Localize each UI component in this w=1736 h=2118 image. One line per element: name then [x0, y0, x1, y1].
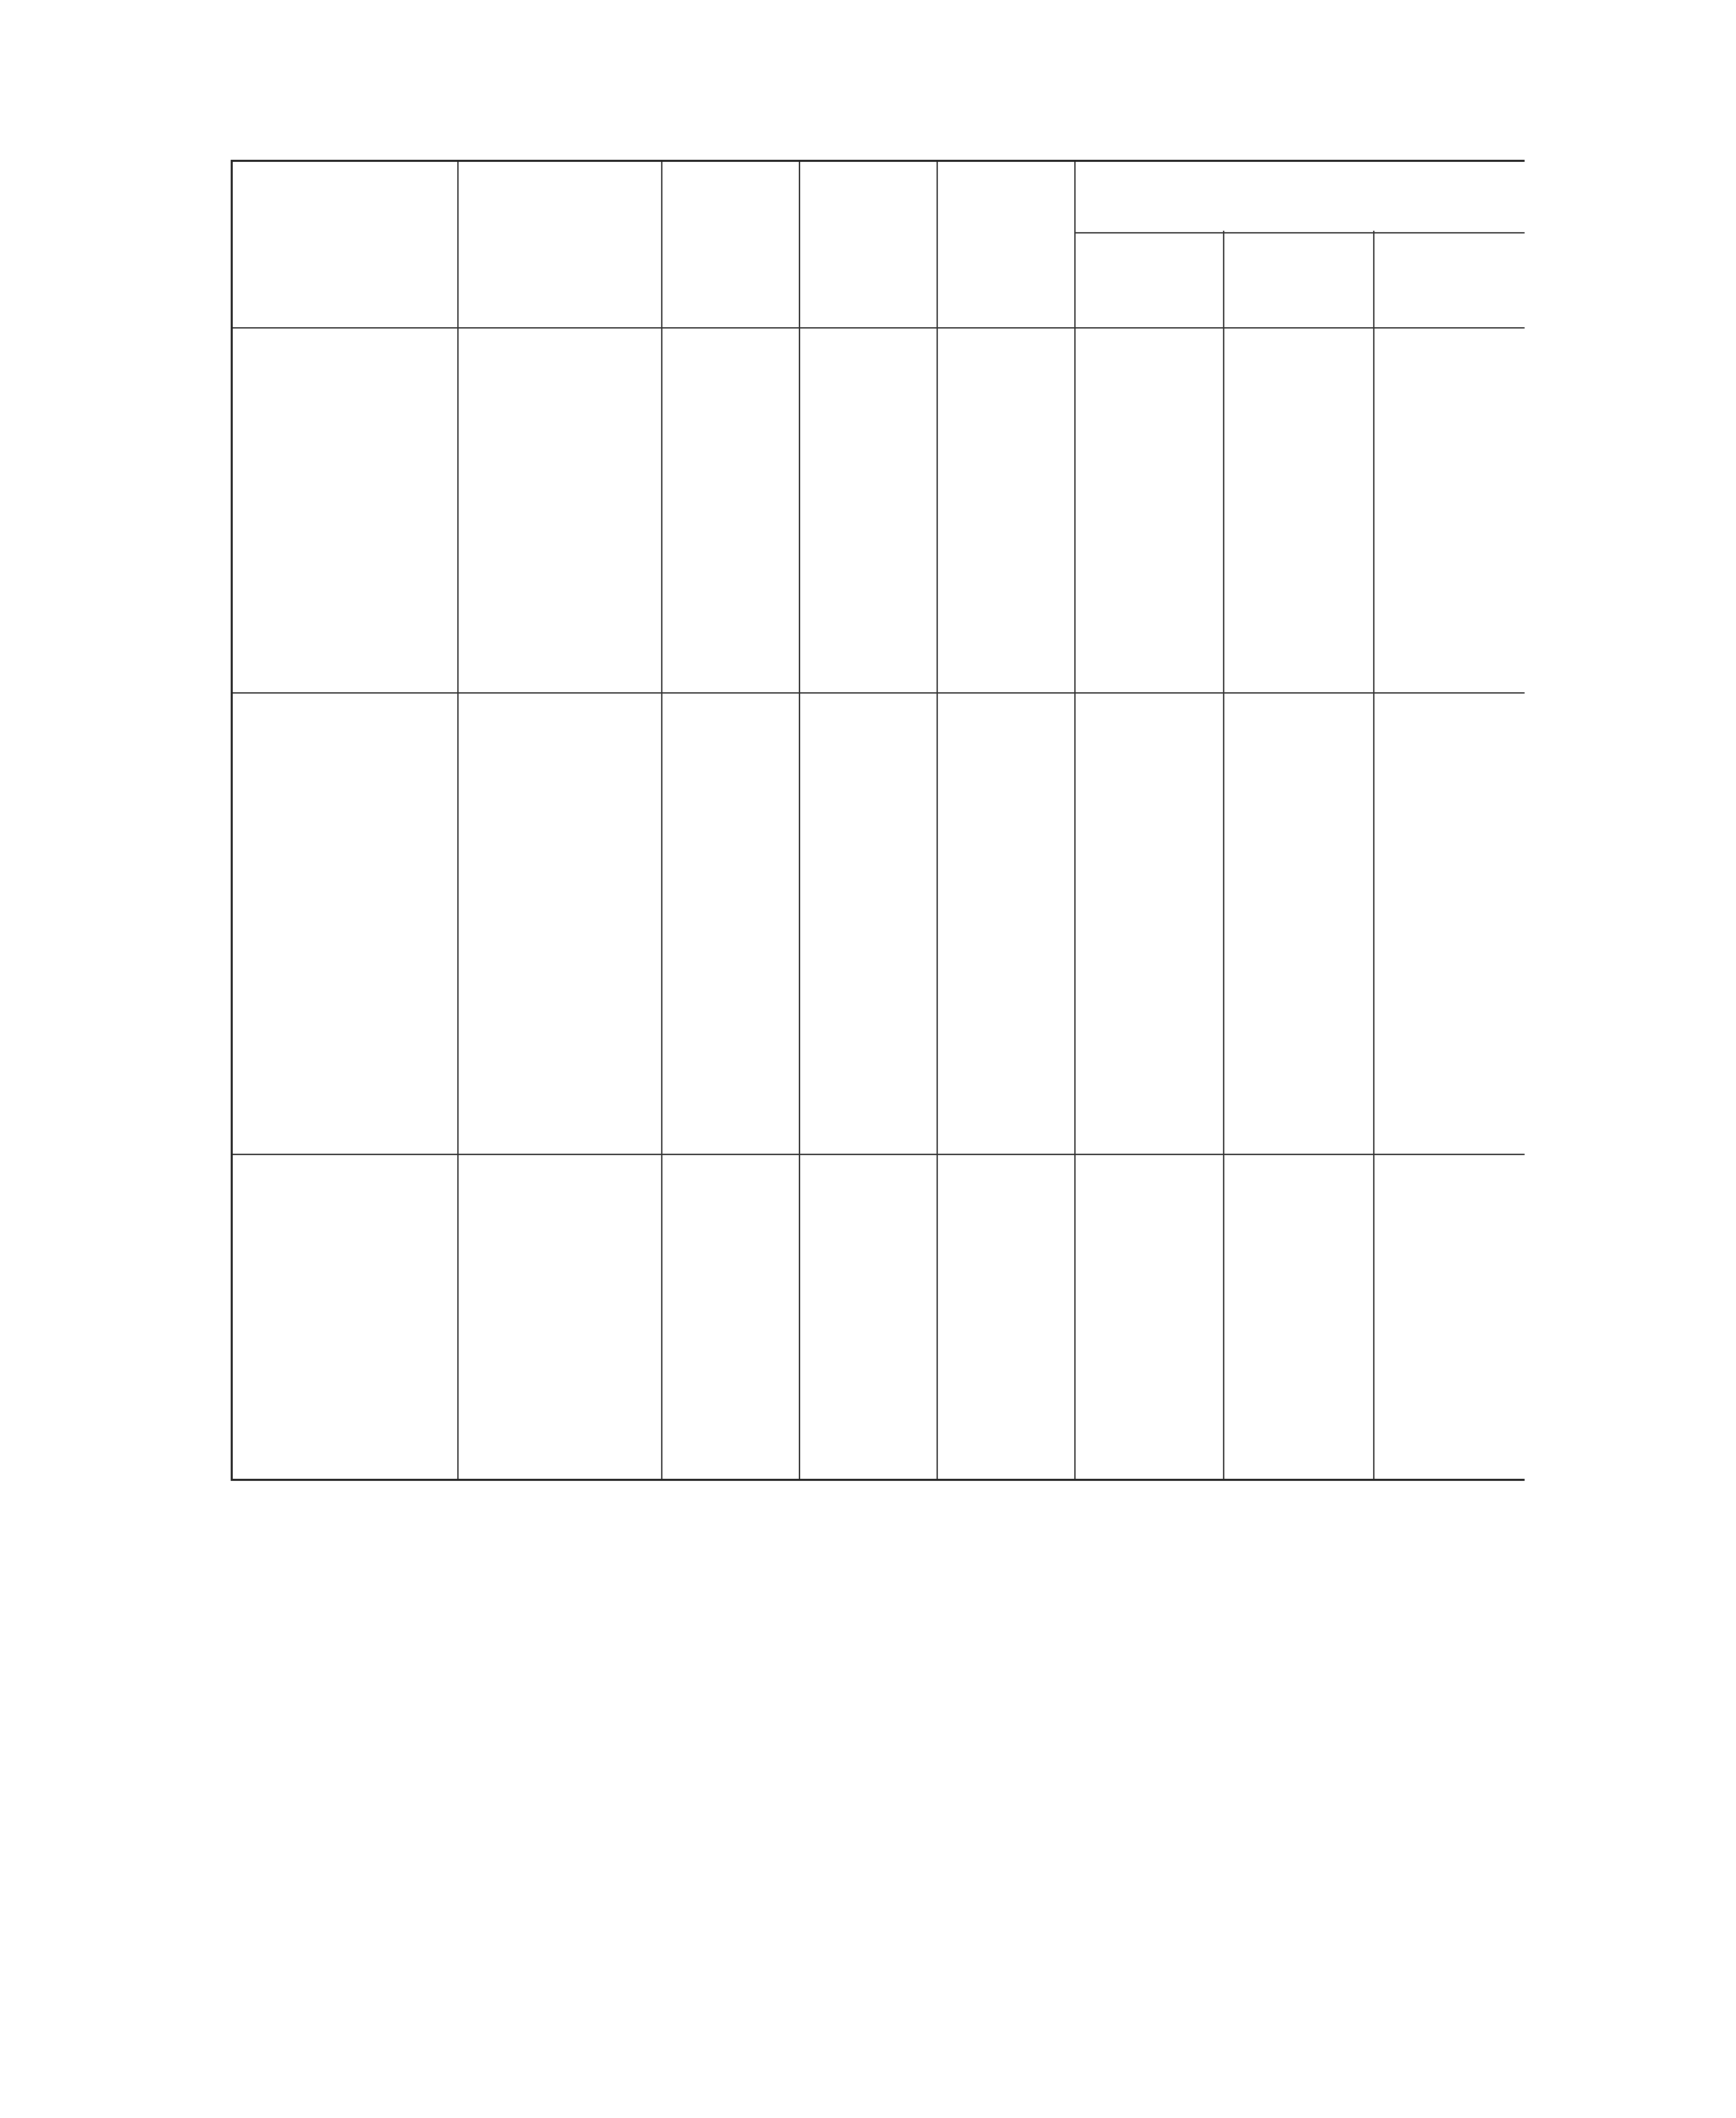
col-divider-6: [1223, 231, 1224, 1479]
col-divider-4: [937, 162, 938, 1479]
section-rule-2: [233, 1154, 1525, 1155]
coverage-chart-svg: [231, 1543, 1532, 1915]
section-rule-1: [233, 692, 1525, 694]
header-bottom-rule: [233, 327, 1525, 329]
col-divider-2: [661, 162, 662, 1479]
orbital-data-table: [231, 160, 1525, 1481]
col-divider-1: [457, 162, 459, 1479]
col-divider-3: [799, 162, 800, 1479]
radar-coverage-chart: [231, 1543, 1532, 1915]
std-dev-rule: [1076, 232, 1525, 233]
col-divider-5: [1074, 162, 1076, 1479]
col-divider-7: [1373, 231, 1374, 1479]
